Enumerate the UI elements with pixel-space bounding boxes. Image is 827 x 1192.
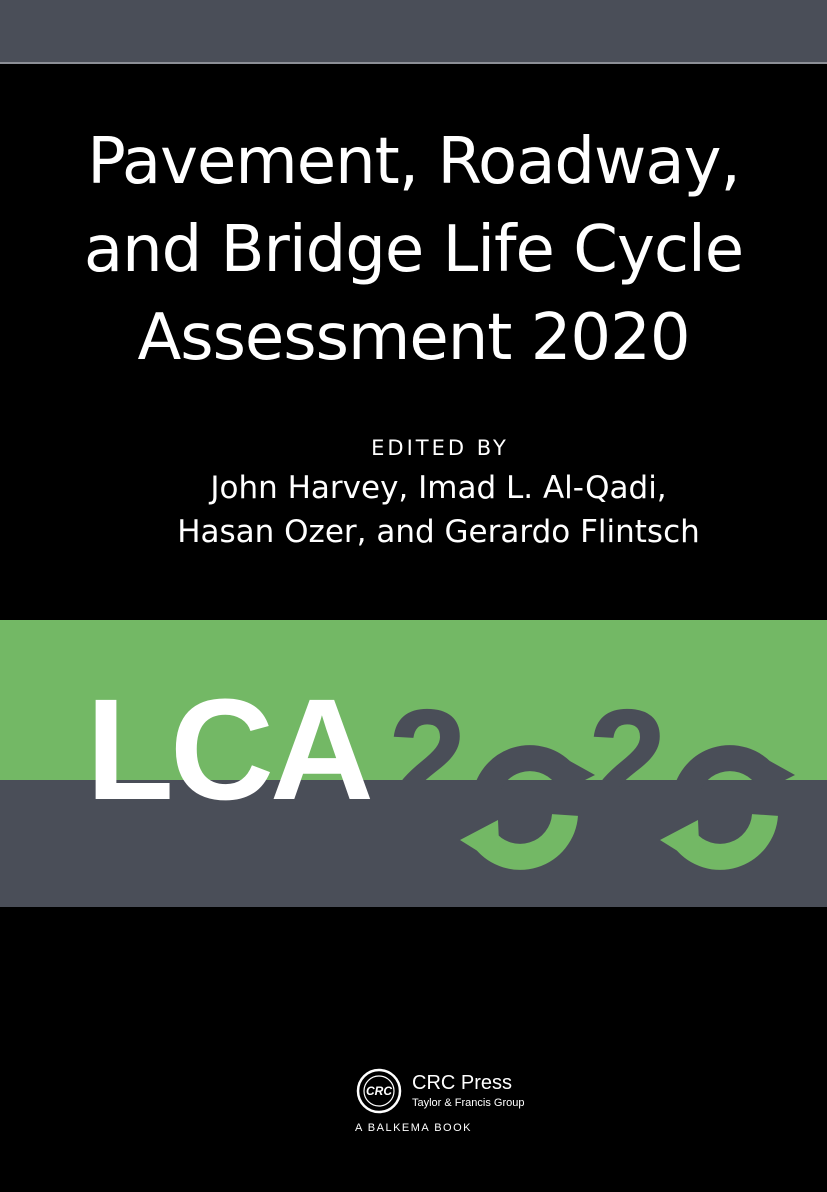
- recycle-arrows-icon-1: [460, 750, 595, 865]
- top-strip-divider: [0, 62, 827, 64]
- title-line-2: and Bridge Life Cycle: [83, 213, 744, 287]
- editors: [0, 466, 827, 554]
- top-strip: [0, 0, 827, 62]
- crc-press-logo-icon: [356, 1068, 402, 1114]
- lca-logo-text: LCA: [86, 669, 370, 830]
- year-digit-1: 2: [388, 690, 467, 839]
- crc-logo-text: CRC: [366, 1084, 392, 1098]
- year-2020-recycle-logo: [380, 690, 800, 880]
- publisher-group: Taylor & Francis Group: [412, 1097, 525, 1109]
- edited-by-label: EDITED BY: [371, 436, 509, 460]
- editors-line-1: John Harvey, Imad L. Al-Qadi,: [210, 470, 667, 506]
- title-line-1: Pavement, Roadway,: [87, 125, 740, 199]
- title-line-3: Assessment 2020: [137, 301, 690, 375]
- editors-line-2: Hasan Ozer, and Gerardo Flintsch: [177, 514, 700, 550]
- publisher-imprint: A BALKEMA BOOK: [355, 1122, 472, 1134]
- year-digit-3: 2: [588, 690, 667, 839]
- recycle-arrows-icon-2: [660, 750, 795, 865]
- book-title: [0, 118, 827, 382]
- publisher-name: CRC Press: [412, 1072, 513, 1094]
